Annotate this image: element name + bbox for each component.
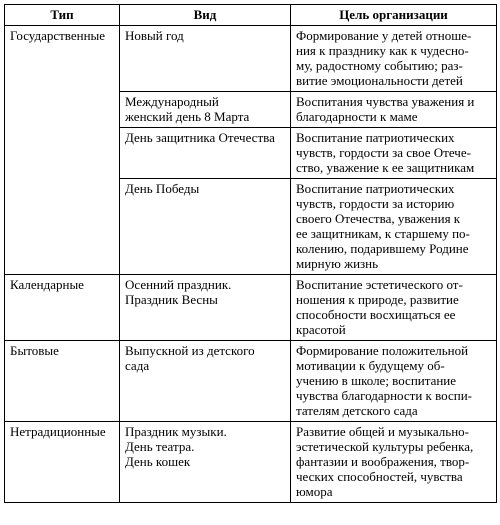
goal-cell: Воспитание эстетического от- ношения к природе, развитие способности восхищаться ее красотой [291, 275, 497, 341]
kind-cell: Международный женский день 8 Марта [120, 92, 291, 128]
header-kind: Вид [120, 5, 291, 26]
header-type: Тип [5, 5, 120, 26]
table-row [5, 26, 497, 92]
holiday-types-table-container [4, 4, 496, 503]
goal-cell: Воспитания чувства уважения и благодарности к маме [291, 92, 497, 128]
kind-cell: День Победы [120, 179, 291, 275]
kind-cell: Новый год [120, 26, 291, 92]
type-cell-calendar: Календарные [5, 275, 120, 341]
header-goal: Цель организации [291, 5, 497, 26]
type-cell-state: Государственные [5, 26, 120, 275]
table-row [5, 341, 497, 422]
goal-cell: Воспитание патриотических чувств, гордости за историю своего Отечества, уважения к ее защитникам, к старшему по- колению, подарившему Родине мирную жизнь [291, 179, 497, 275]
type-cell-nontraditional: Нетрадиционные [5, 422, 120, 503]
table-row [5, 422, 497, 503]
kind-cell: Выпускной из детского сада [120, 341, 291, 422]
kind-cell: День защитника Отечества [120, 128, 291, 179]
type-cell-household: Бытовые [5, 341, 120, 422]
goal-cell: Развитие общей и музыкально- эстетической культуры ребенка, фантазии и воображения, твор- ческих способностей, чувства юмора [291, 422, 497, 503]
table-row [5, 275, 497, 341]
holiday-types-table [4, 4, 497, 503]
kind-cell: Праздник музыки. День театра. День кошек [120, 422, 291, 503]
table-header-row [5, 5, 497, 26]
goal-cell: Воспитание патриотических чувств, гордости за свое Отече- ство, уважение к ее защитникам [291, 128, 497, 179]
goal-cell: Формирование у детей отноше- ния к празднику как к чудесно- му, радостному событию; раз- витие эмоциональности детей [291, 26, 497, 92]
kind-cell: Осенний праздник. Праздник Весны [120, 275, 291, 341]
goal-cell: Формирование положительной мотивации к будущему об- учению в школе; воспитание чувства благодарности к воспи- тателям детского сада [291, 341, 497, 422]
